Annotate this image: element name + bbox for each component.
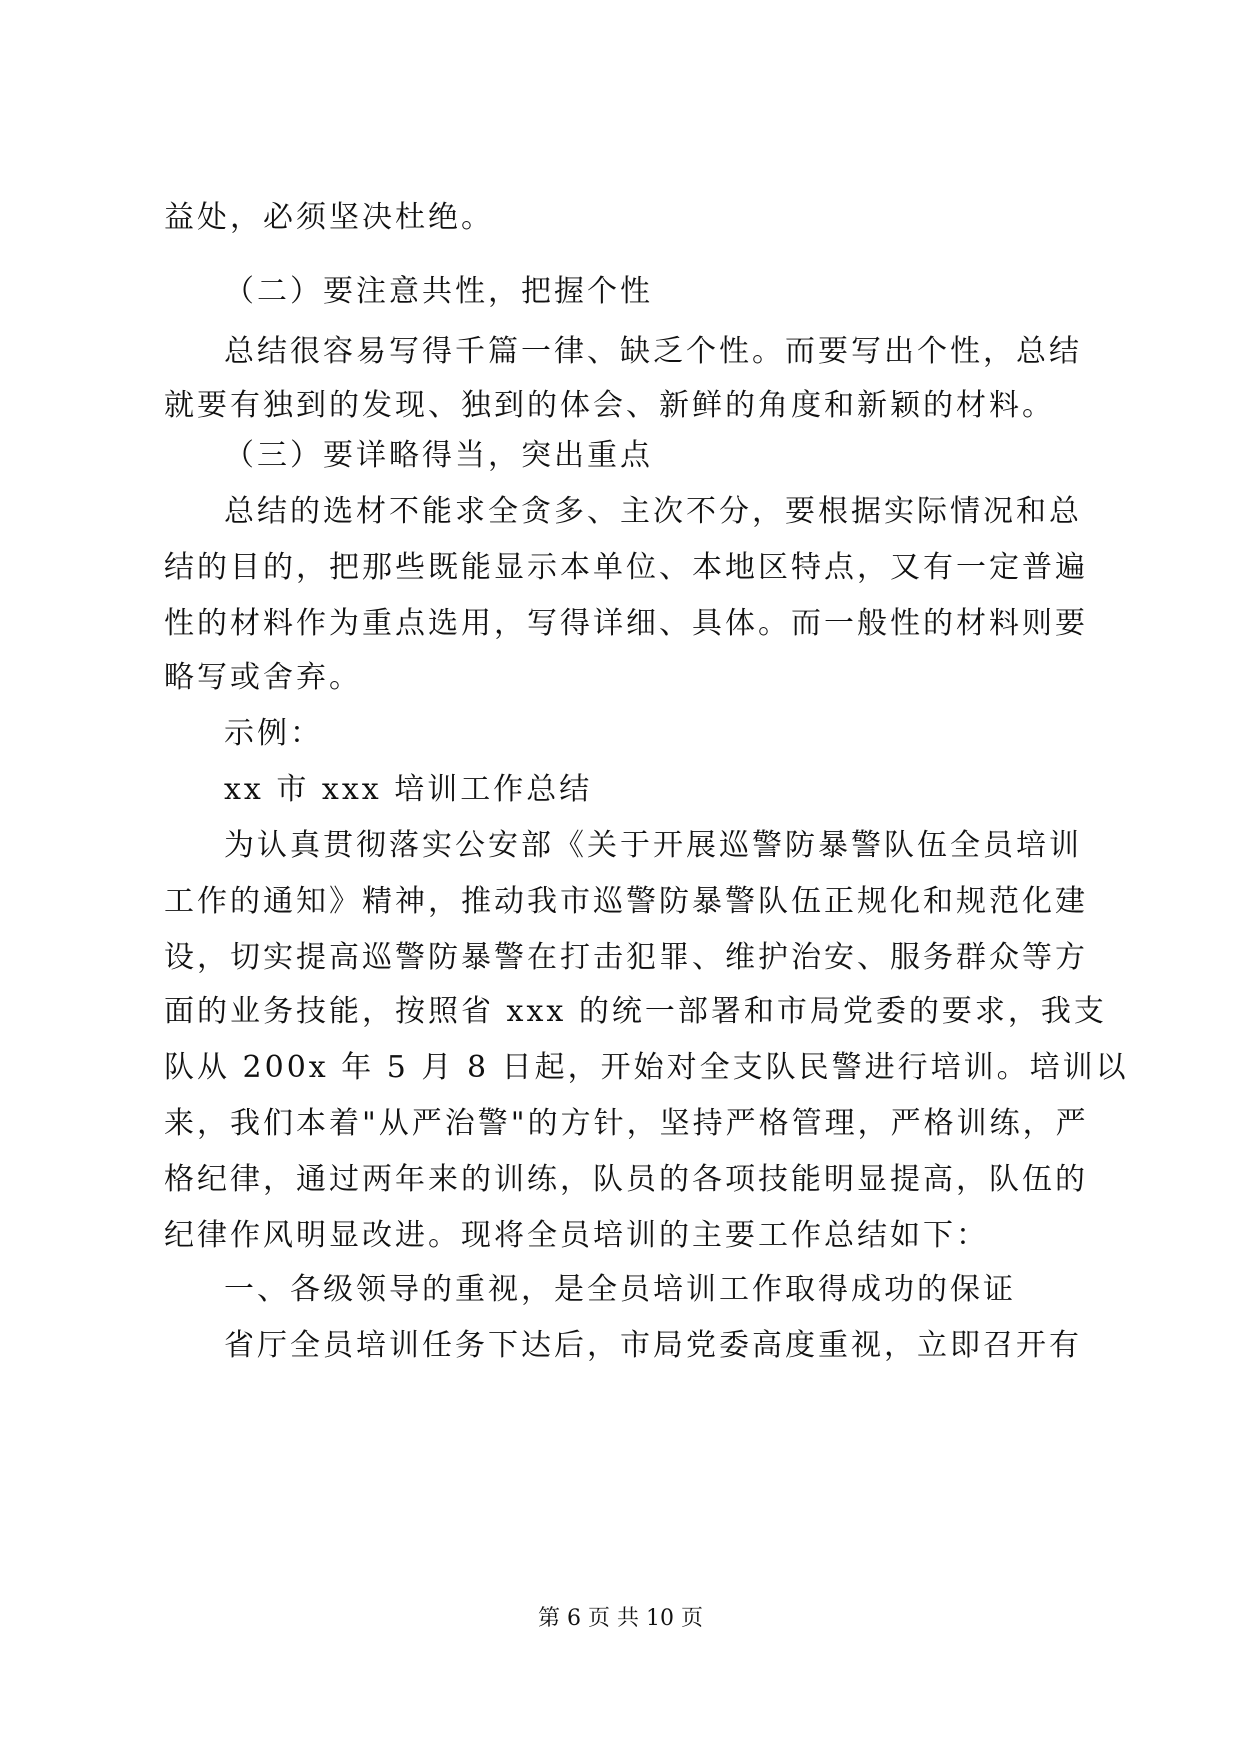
text-line: 工作的通知》精神，推动我市巡警防暴警队伍正规化和规范化建 xyxy=(164,884,1088,919)
page-number-footer: 第 6 页 共 10 页 xyxy=(538,1606,703,1631)
text-line: 格纪律，通过两年来的训练，队员的各项技能明显提高，队伍的 xyxy=(164,1162,1088,1197)
example-title: xx 市 xxx 培训工作总结 xyxy=(224,772,593,807)
section-heading: 一、各级领导的重视，是全员培训工作取得成功的保证 xyxy=(224,1272,1016,1307)
section-heading: （二）要注意共性，把握个性 xyxy=(224,274,653,309)
text-line: 省厅全员培训任务下达后，市局党委高度重视，立即召开有 xyxy=(224,1328,1082,1363)
text-line: 性的材料作为重点选用，写得详细、具体。而一般性的材料则要 xyxy=(164,606,1088,641)
text-line: 队从 200x 年 5 月 8 日起，开始对全支队民警进行培训。培训以 xyxy=(164,1050,1129,1085)
text-line: 为认真贯彻落实公安部《关于开展巡警防暴警队伍全员培训 xyxy=(224,828,1082,863)
text-line: 益处，必须坚决杜绝。 xyxy=(164,200,494,235)
example-label: 示例： xyxy=(224,716,323,751)
text-line: 设，切实提高巡警防暴警在打击犯罪、维护治安、服务群众等方 xyxy=(164,940,1088,975)
text-line: 略写或舍弃。 xyxy=(164,660,362,695)
text-line: 就要有独到的发现、独到的体会、新鲜的角度和新颖的材料。 xyxy=(164,388,1055,423)
text-line: 总结很容易写得千篇一律、缺乏个性。而要写出个性，总结 xyxy=(224,334,1082,369)
text-line: 面的业务技能，按照省 xxx 的统一部署和市局党委的要求，我支 xyxy=(164,994,1107,1029)
text-line: 纪律作风明显改进。现将全员培训的主要工作总结如下： xyxy=(164,1218,989,1253)
text-line: 来，我们本着"从严治警"的方针，坚持严格管理，严格训练，严 xyxy=(164,1106,1089,1141)
text-line: 总结的选材不能求全贪多、主次不分，要根据实际情况和总 xyxy=(224,494,1082,529)
section-heading: （三）要详略得当，突出重点 xyxy=(224,438,653,473)
text-line: 结的目的，把那些既能显示本单位、本地区特点，又有一定普遍 xyxy=(164,550,1088,585)
